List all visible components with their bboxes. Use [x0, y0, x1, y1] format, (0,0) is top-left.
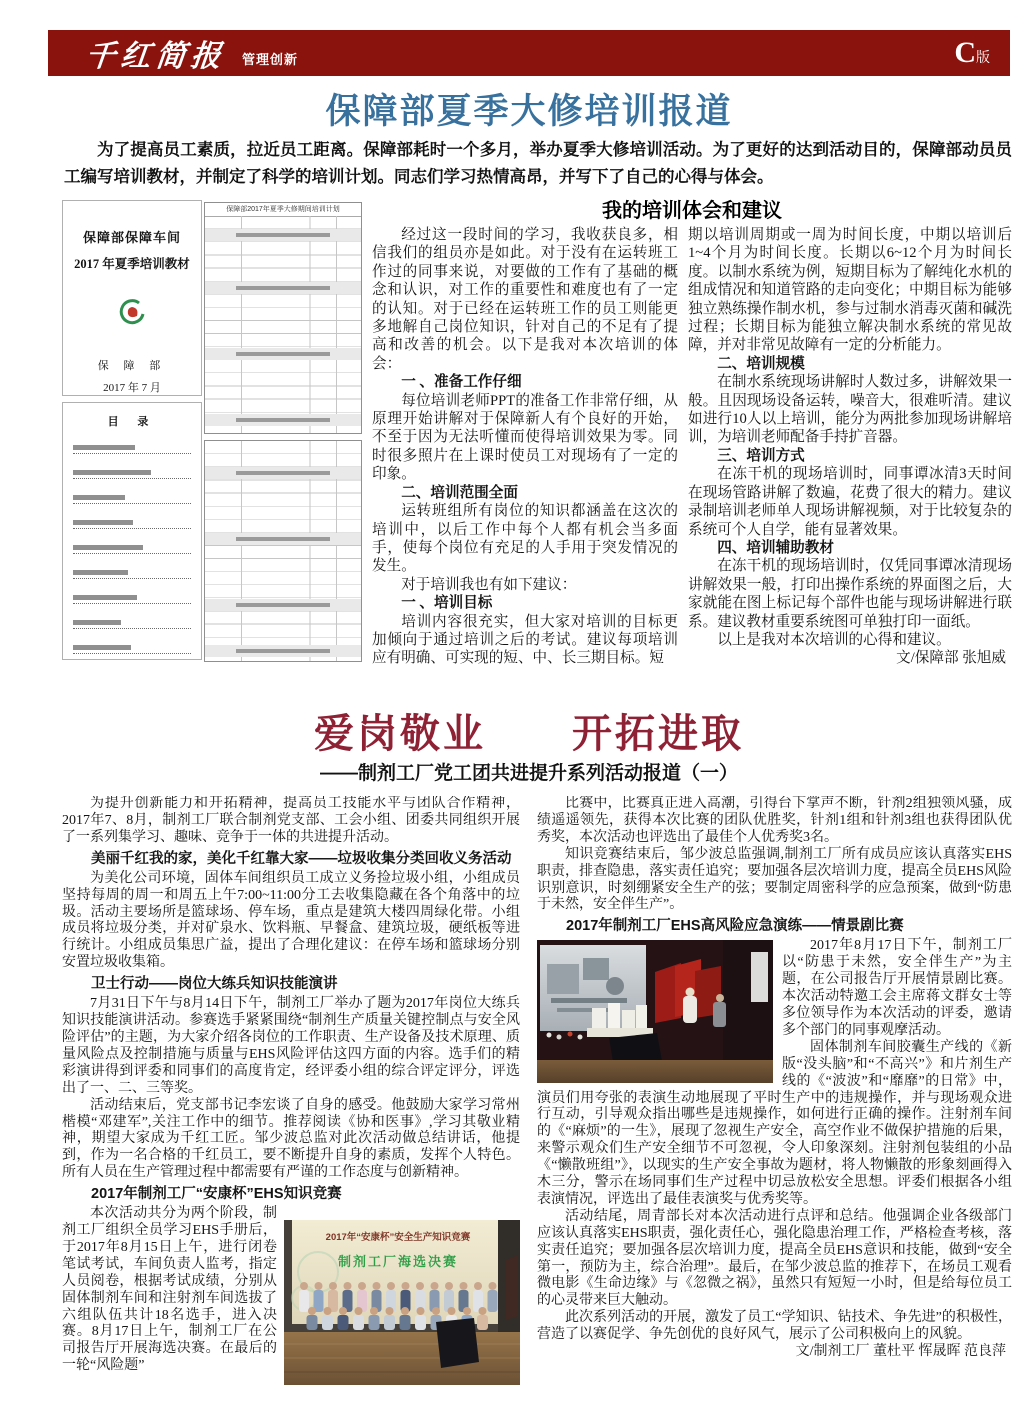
toc-entry: [73, 579, 191, 604]
safety-drama-stage-photo: [537, 940, 773, 1083]
toc-entry: [73, 629, 191, 654]
table-section-row: [205, 282, 361, 294]
subhead: 二、培训范围全面: [401, 484, 518, 501]
article1-headline: 保障部夏季大修培训报道: [325, 92, 733, 131]
article1-column1: [372, 226, 678, 670]
table-section-row: [205, 414, 361, 426]
subhead: 美丽千红我的家，美化千红靠大家——垃圾收集分类回收义务活动: [91, 850, 512, 867]
paragraph: 此次系列活动的开展，激发了员工“学知识、钻技术、争先进”的积极性，营造了以赛促学、争先创优的良好风气，展示了公司积极向上的风貌。: [537, 1310, 1012, 1343]
table-section-row: [205, 348, 361, 360]
subhead: 三、培训方式: [717, 447, 805, 464]
subhead: 四、培训辅助教材: [717, 539, 834, 556]
paragraph: 固体制剂车间胶囊生产线的《新版“没头脑”和“不高兴”》和片剂生产线的《“波波”和“靡靡”的日常》中，演员们用夸张的表演生动地展现了平时生产中的违规操作，并与现场观众进行互动，引导观众指出哪些是违规操作，如何进行正确的操作。注射剂车间的《“麻烦”的一生》，展现了忽视生产安全，高空作业不做保护措施的后果，来警示观众们生产安全细节不可忽视，令人印象深刻。注射剂包装组的小品《“懒散班组”》，以现实的生产安全事故为题材，将人物懒散的形象刻画得入木三分，警示在场同事们生产过程中切忌放松安全思想。评委们根据各小组表演情况，评选出了最佳表演奖与优秀奖等。: [537, 1039, 1012, 1207]
cover-org: 保 障 部: [97, 360, 167, 372]
training-schedule-table2-image: [204, 440, 362, 662]
paragraph: 比赛中，比赛真正进入高潮，引得台下掌声不断，针剂2组独领风骚，成绩遥遥领先，获得本次比赛的团队优胜奖，针剂1组和针剂3组也获得团队优秀奖，本次活动也评选出了最佳个人优秀奖3名。: [537, 796, 1012, 845]
toc-entries: [63, 429, 201, 654]
paragraph: 经过这一段时间的学习，我收获良多，相信我们的组员亦是如此。对于没有在运转班工作过的同事来说，对要做的工作有了基础的概念和认识，对工作的重要性和难度也有了一定的认知。对于已经在运转班工作的员工则能更多地解自己岗位知识，针对自己的不足有了提高和改善的机会。以下是我对本次培训的体会：: [372, 227, 678, 372]
paragraph: 为提升创新能力和开拓精神，提高员工技能水平与团队合作精神，2017年7、8月，制剂工厂联合制剂党支部、工会小组、团委共同组织开展了一系列集学习、趣味、竞争于一体的共进提升活动。: [62, 796, 520, 845]
paragraph: 培训内容很充实，但大家对培训的目标更加倾向于通过培训之后的考试。建议每项培训应有明确、可实现的短、中、长三期目标。短: [372, 613, 678, 667]
article2-subtitle: ——制剂工厂党工团共进提升系列活动报道（一）: [319, 763, 738, 784]
paragraph: 7月31日下午与8月14日下午，制剂工厂举办了题为2017年岗位大练兵知识技能演讲活动。参赛选手紧紧围绕“制剂生产质量关键控制点与安全风险评估”的主题，为大家介绍各岗位的工作职责、生产设备及技术原理、质量风险点及控制措施与质量与EHS风险评估这四方面的内容。选手们的精彩演讲得到评委和同事们的高度肯定，经评委小组的综合评定评分，评选出了一、二、三等奖。: [62, 996, 520, 1096]
subhead: 二、培训规模: [717, 355, 805, 372]
cover-title-line: 2017 年夏季培训教材: [74, 257, 190, 271]
toc-title: 目 录: [107, 416, 157, 428]
schedule-table-rows: [205, 216, 361, 433]
article2-left-column: [62, 796, 520, 1398]
subhead: 一 、培训目标: [401, 595, 493, 612]
table-section-row: [205, 533, 361, 545]
schedule-table-title: 保障部2017年夏季大修期间培训计划: [205, 203, 361, 217]
table-section-row: [205, 229, 361, 241]
subhead: 2017年制剂工厂EHS高风险应急演练——情景剧比赛: [566, 918, 904, 935]
toc-entry: [73, 554, 191, 579]
toc-entry: [73, 454, 191, 479]
paragraph: 为美化公司环境，固体车间组织员工成立义务捡垃圾小组，小组成员坚持每周的周一和周五上午7:00~11:00分工去收集隐藏在各个角落中的垃圾。活动主要场所是篮球场、停车场，重点是建筑大楼四周绿化带。小组成员将垃圾分类，并对矿泉水、饮料瓶、早餐盒、建筑垃圾，硬纸板等进行统计。小组成员集思广益，提出了合理化建议：在停车场和篮球场分别安置垃圾收集箱。: [62, 870, 520, 971]
subhead: 卫士行动——岗位大练兵知识技能演讲: [91, 976, 338, 993]
edition-badge: [954, 36, 990, 70]
toc-entry: [73, 529, 191, 554]
article2-byline: 文/制剂工厂 董杜平 恽晟晖 范良萍: [795, 1344, 1006, 1360]
publication-brand: 千红简报: [83, 39, 228, 74]
toc-entry: [73, 429, 191, 454]
schedule-table2-rows: [205, 441, 361, 661]
article1-body-title: 我的培训体会和建议: [602, 200, 782, 222]
quiz-banner-line1: 2017年“安康杯”安全生产知识竞赛: [325, 1232, 471, 1244]
paragraph: 知识竞赛结束后，邹少波总监强调,制剂工厂所有成员应该认真落实EHS职责，排查隐患，落实责任追究；要加强各层次培训力度，提高全员EHS风险识别意识，时刻绷紧安全生产的弦；要制定周密科学的应急预案，做到“防患于未然，安全伴生产”。: [537, 846, 1012, 913]
toc-entry: [73, 504, 191, 529]
section-label: 管理创新: [242, 51, 299, 67]
table-section-row: [205, 599, 361, 611]
table-section-row: [205, 645, 361, 657]
paragraph: 在冻干机的现场培训时，同事谭冰清3天时间在现场管路讲解了数遍，花费了很大的精力。建议录制培训老师单人现场讲解视频，对于比较复杂的系统可个人自学，能有显著效果。: [688, 466, 1012, 538]
article1-intro: 为了提高员工素质，拉近员工距离。保障部耗时一个多月，举办夏季大修培训活动。为了更好的达到活动目的，保障部动员员工编写培训教材，并制定了科学的培训计划。同志们学习热情高昂，并写下了自己的心得与体会。: [64, 141, 1012, 186]
toc-entry: [73, 604, 191, 629]
paragraph: 期以培训周期或一周为时间长度，中期以培训后1~4个月为时间长度。长期以6~12个月为时间长度。以制水系统为例，短期目标为了解纯化水机的组成情况和知道管路的走向变化；中期目标为能够独立熟练操作制水机，参与过制水消毒灭菌和碱洗过程；长期目标为能独立解决制水系统的常见故障，并对非常见故障有一定的分析能力。: [688, 227, 1012, 354]
quiz-final-group-photo: [284, 1220, 520, 1385]
paragraph: 在冻干机的现场培训时，仅凭同事谭冰清现场讲解效果一般，打印出操作系统的界面图之后，大家就能在图上标记每个部件也能与现场讲解进行联系。建议教材重要系统图可单独打印一面纸。: [688, 558, 1012, 630]
paragraph: 本次活动共分为两个阶段，制剂工厂组织全员学习EHS手册后，于2017年8月15日上午，进行闭卷笔试考试，车间负责人监考，指定人员阅卷，根据考试成绩，分别从固体制剂车间和注射剂车间选拔了六组队伍共计18名选手，进入决赛。8月17日上午，制剂工厂在公司报告厅开展海选决赛。在最后的一轮“风险题”: [62, 1206, 277, 1374]
article1-byline: 文/保障部 张旭威: [896, 650, 1006, 667]
paragraph: 在制水系统现场讲解时人数过多，讲解效果一般。且因现场设备运转，噪音大，很难听清。建议如进行10人以上培训，能分为两批参加现场讲解培训，为培训老师配备手持扩音器。: [688, 374, 1012, 446]
paragraph: 运转班组所有岗位的知识都涵盖在这次的培训中，以后工作中每个人都有机会当多面手，使每个岗位有充足的人手用于突发情况的发生。: [372, 503, 678, 575]
subhead: 一 、准备工作仔细: [401, 374, 522, 391]
paragraph: 对于培训我也有如下建议：: [401, 576, 577, 593]
edition-suffix: 版: [976, 49, 990, 65]
paragraph: 活动结束后，党支部书记李宏谈了自身的感受。他鼓励大家学习常州楷模“邓建军”,关注工作中的细节。推荐阅读《协和医事》,学习其敬业精神，期望大家成为千红工匠。邹少波总监对此次活动做总结讲话，他提到，作为一名合格的千红员工，要不断提升自身的素质，发挥个人特色。所有人员在生产管理过程中都需要有严谨的工作态度与创新精神。: [62, 1097, 520, 1181]
paragraph: 活动结尾，周青部长对本次活动进行点评和总结。他强调企业各级部门应该认真落实EHS职责，强化责任心，强化隐患治理工作，严格检查考核，落实责任追究；要加强各层次培训力度，提高全员EHS意识和技能，做到“安全第一，预防为主，综合治理”。最后，在邹少波总监的推荐下，在场员工观看微电影《生命边缘》与《忽微之祸》，虽然只有短短一小时，但是给每位员工的心灵带来巨大触动。: [537, 1208, 1012, 1309]
article1-column2: [688, 226, 1012, 670]
subhead: 2017年制剂工厂“安康杯”EHS知识竞赛: [91, 1186, 342, 1203]
paragraph: 以上是我对本次培训的心得和建议。: [717, 631, 951, 648]
training-schedule-table-image: [204, 202, 362, 434]
cover-workshop-line: 保障部保障车间: [82, 230, 181, 245]
paragraph: 每位培训老师PPT的准备工作非常仔细，从原理开始讲解对于保障新人有个良好的开始，不至于因为无法听懂而使得培训效果为零。同时很多照片在上课时使员工对现场有了一定的印象。: [372, 392, 678, 483]
quiz-banner-line2: 制剂工厂海选决赛: [337, 1254, 459, 1270]
edition-letter: C: [954, 36, 976, 69]
toc-page-image: [62, 402, 202, 660]
table-section-row: [205, 467, 361, 479]
company-logo-icon: [117, 298, 147, 333]
cover-date: 2017 年 7 月: [103, 382, 161, 394]
training-material-cover-image: [62, 200, 202, 396]
toc-entry: [73, 479, 191, 504]
article2-headline: 爱岗敬业 开拓进取: [314, 711, 744, 756]
paragraph: 2017年8月17日下午，制剂工厂以“防患于未然，安全伴生产”为主题，在公司报告厅开展情景剧比赛。本次活动特邀工会主席蒋文群女士等多位领导作为本次活动的评委，邀请多个部门的同事观摩活动。: [782, 938, 1012, 1038]
article2-right-column: [537, 796, 1012, 1398]
masthead-bar: [48, 30, 1010, 76]
